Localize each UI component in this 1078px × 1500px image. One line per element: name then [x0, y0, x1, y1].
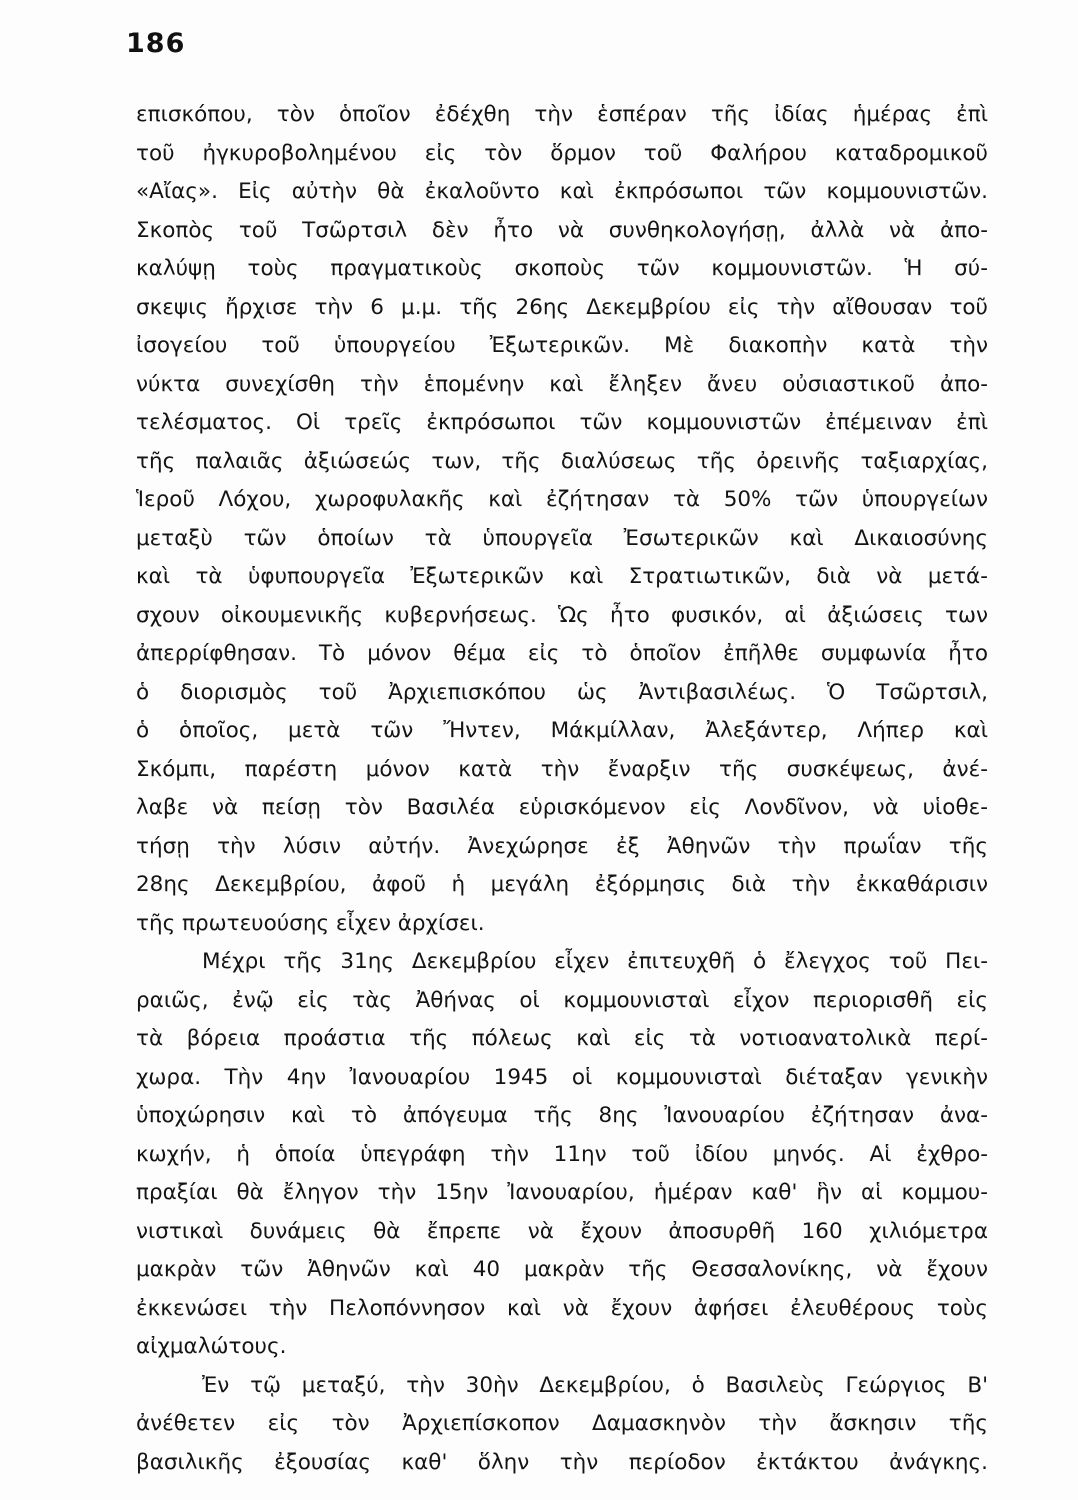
text-line: λαβε νὰ πείσῃ τὸν Βασιλέα εὑρισκόμενον εἰς Λονδῖνον, νὰ υἱοθε-: [136, 795, 988, 820]
text-line: πραξίαι θὰ ἔληγον τὴν 15ην Ἰανουαρίου, ἡμέραν καθ' ἣν αἱ κομμου-: [136, 1180, 988, 1205]
page-number: 186: [126, 28, 186, 59]
text-line: τῆς πρωτευούσης εἶχεν ἀρχίσει.: [136, 910, 485, 936]
text-line: κωχήν, ἡ ὁποία ὑπεγράφη τὴν 11ην τοῦ ἰδίου μηνός. Αἱ ἐχθρο-: [136, 1141, 988, 1167]
text-line: τὰ βόρεια προάστια τῆς πόλεως καὶ εἰς τὰ νοτιοανατολικὰ περί-: [136, 1026, 988, 1051]
text-line: «Αἴας». Εἰς αὐτὴν θὰ ἐκαλοῦντο καὶ ἐκπρόσωποι τῶν κομμουνιστῶν.: [136, 179, 988, 204]
text-line: καλύψῃ τοὺς πραγματικοὺς σκοποὺς τῶν κομμουνιστῶν. Ἡ σύ-: [136, 256, 988, 281]
text-line: σχουν οἰκουμενικῆς κυβερνήσεως. Ὡς ἦτο φυσικόν, αἱ ἀξιώσεις των: [136, 602, 988, 628]
text-line: Μέχρι τῆς 31ης Δεκεμβρίου εἶχεν ἐπιτευχθῆ ὁ ἔλεγχος τοῦ Πει-: [202, 949, 988, 974]
text-line: ἀνέθετεν εἰς τὸν Ἀρχιεπίσκοπον Δαμασκηνὸν τὴν ἄσκησιν τῆς: [136, 1411, 988, 1436]
text-line: καὶ τὰ ὑφυπουργεῖα Ἐξωτερικῶν καὶ Στρατιωτικῶν, διὰ νὰ μετά-: [136, 564, 988, 589]
text-line: χωρα. Τὴν 4ην Ἰανουαρίου 1945 οἱ κομμουνισταὶ διέταξαν γενικὴν: [136, 1064, 988, 1090]
text-line: μακρὰν τῶν Ἀθηνῶν καὶ 40 μακρὰν τῆς Θεσσαλονίκης, νὰ ἔχουν: [136, 1257, 988, 1282]
text-line: τελέσματος. Οἱ τρεῖς ἐκπρόσωποι τῶν κομμουνιστῶν ἐπέμειναν ἐπὶ: [136, 410, 988, 435]
text-line: τήσῃ τὴν λύσιν αὐτήν. Ἀνεχώρησε ἐξ Ἀθηνῶν τὴν πρωΐαν τῆς: [136, 833, 988, 859]
body-text: [136, 96, 988, 1482]
text-line: τῆς παλαιᾶς ἀξιώσεώς των, τῆς διαλύσεως τῆς ὀρεινῆς ταξιαρχίας,: [136, 448, 988, 474]
text-line: αἰχμαλώτους.: [136, 1334, 287, 1359]
text-line: τοῦ ἠγκυροβολημένου εἰς τὸν ὅρμον τοῦ Φαλήρου καταδρομικοῦ: [136, 140, 988, 166]
text-line: Ἱεροῦ Λόχου, χωροφυλακῆς καὶ ἐζήτησαν τὰ 50% τῶν ὑπουργείων: [136, 487, 988, 512]
text-line: ὑποχώρησιν καὶ τὸ ἀπόγευμα τῆς 8ης Ἰανουαρίου ἐζήτησαν ἀνα-: [136, 1103, 988, 1128]
text-line: ἐκκενώσει τὴν Πελοπόννησον καὶ νὰ ἔχουν ἀφήσει ἐλευθέρους τοὺς: [136, 1295, 988, 1321]
text-line: Ἐν τῷ μεταξύ, τὴν 30ὴν Δεκεμβρίου, ὁ Βασιλεὺς Γεώργιος Β': [202, 1372, 988, 1398]
text-line: Σκοπὸς τοῦ Τσῶρτσιλ δὲν ἦτο νὰ συνθηκολογήσῃ, ἀλλὰ νὰ ἀπο-: [136, 217, 988, 243]
text-line: βασιλικῆς ἐξουσίας καθ' ὅλην τὴν περίοδον ἐκτάκτου ἀνάγκης.: [136, 1449, 988, 1475]
text-line: επισκόπου, τὸν ὁποῖον ἐδέχθη τὴν ἑσπέραν τῆς ἰδίας ἡμέρας ἐπὶ: [136, 102, 988, 127]
text-line: σκεψις ἤρχισε τὴν 6 μ.μ. τῆς 26ης Δεκεμβρίου εἰς τὴν αἴθουσαν τοῦ: [136, 294, 988, 320]
text-line: μεταξὺ τῶν ὁποίων τὰ ὑπουργεῖα Ἐσωτερικῶν καὶ Δικαιοσύνης: [136, 525, 988, 551]
text-line: ὁ διορισμὸς τοῦ Ἀρχιεπισκόπου ὡς Ἀντιβασιλέως. Ὁ Τσῶρτσιλ,: [136, 679, 988, 705]
text-line: νύκτα συνεχίσθη τὴν ἑπομένην καὶ ἔληξεν ἄνευ οὐσιαστικοῦ ἀπο-: [136, 371, 988, 397]
text-line: νιστικαὶ δυνάμεις θὰ ἔπρεπε νὰ ἔχουν ἀποσυρθῆ 160 χιλιόμετρα: [136, 1218, 988, 1244]
text-line: 28ης Δεκεμβρίου, ἀφοῦ ἡ μεγάλη ἐξόρμησις διὰ τὴν ἐκκαθάρισιν: [136, 872, 988, 897]
text-line: ὁ ὁποῖος, μετὰ τῶν Ἤντεν, Μάκμίλλαν, Ἀλεξάντερ, Λήπερ καὶ: [136, 718, 988, 743]
text-line: ραιῶς, ἐνῷ εἰς τὰς Ἀθήνας οἱ κομμουνισταὶ εἶχον περιορισθῆ εἰς: [136, 987, 988, 1013]
text-line: ἀπερρίφθησαν. Τὸ μόνον θέμα εἰς τὸ ὁποῖον ἐπῆλθε συμφωνία ἦτο: [136, 641, 988, 666]
text-line: ἰσογείου τοῦ ὑπουργείου Ἐξωτερικῶν. Μὲ διακοπὴν κατὰ τὴν: [136, 333, 988, 358]
text-line: Σκόμπι, παρέστη μόνον κατὰ τὴν ἔναρξιν τῆς συσκέψεως, ἀνέ-: [136, 756, 988, 782]
